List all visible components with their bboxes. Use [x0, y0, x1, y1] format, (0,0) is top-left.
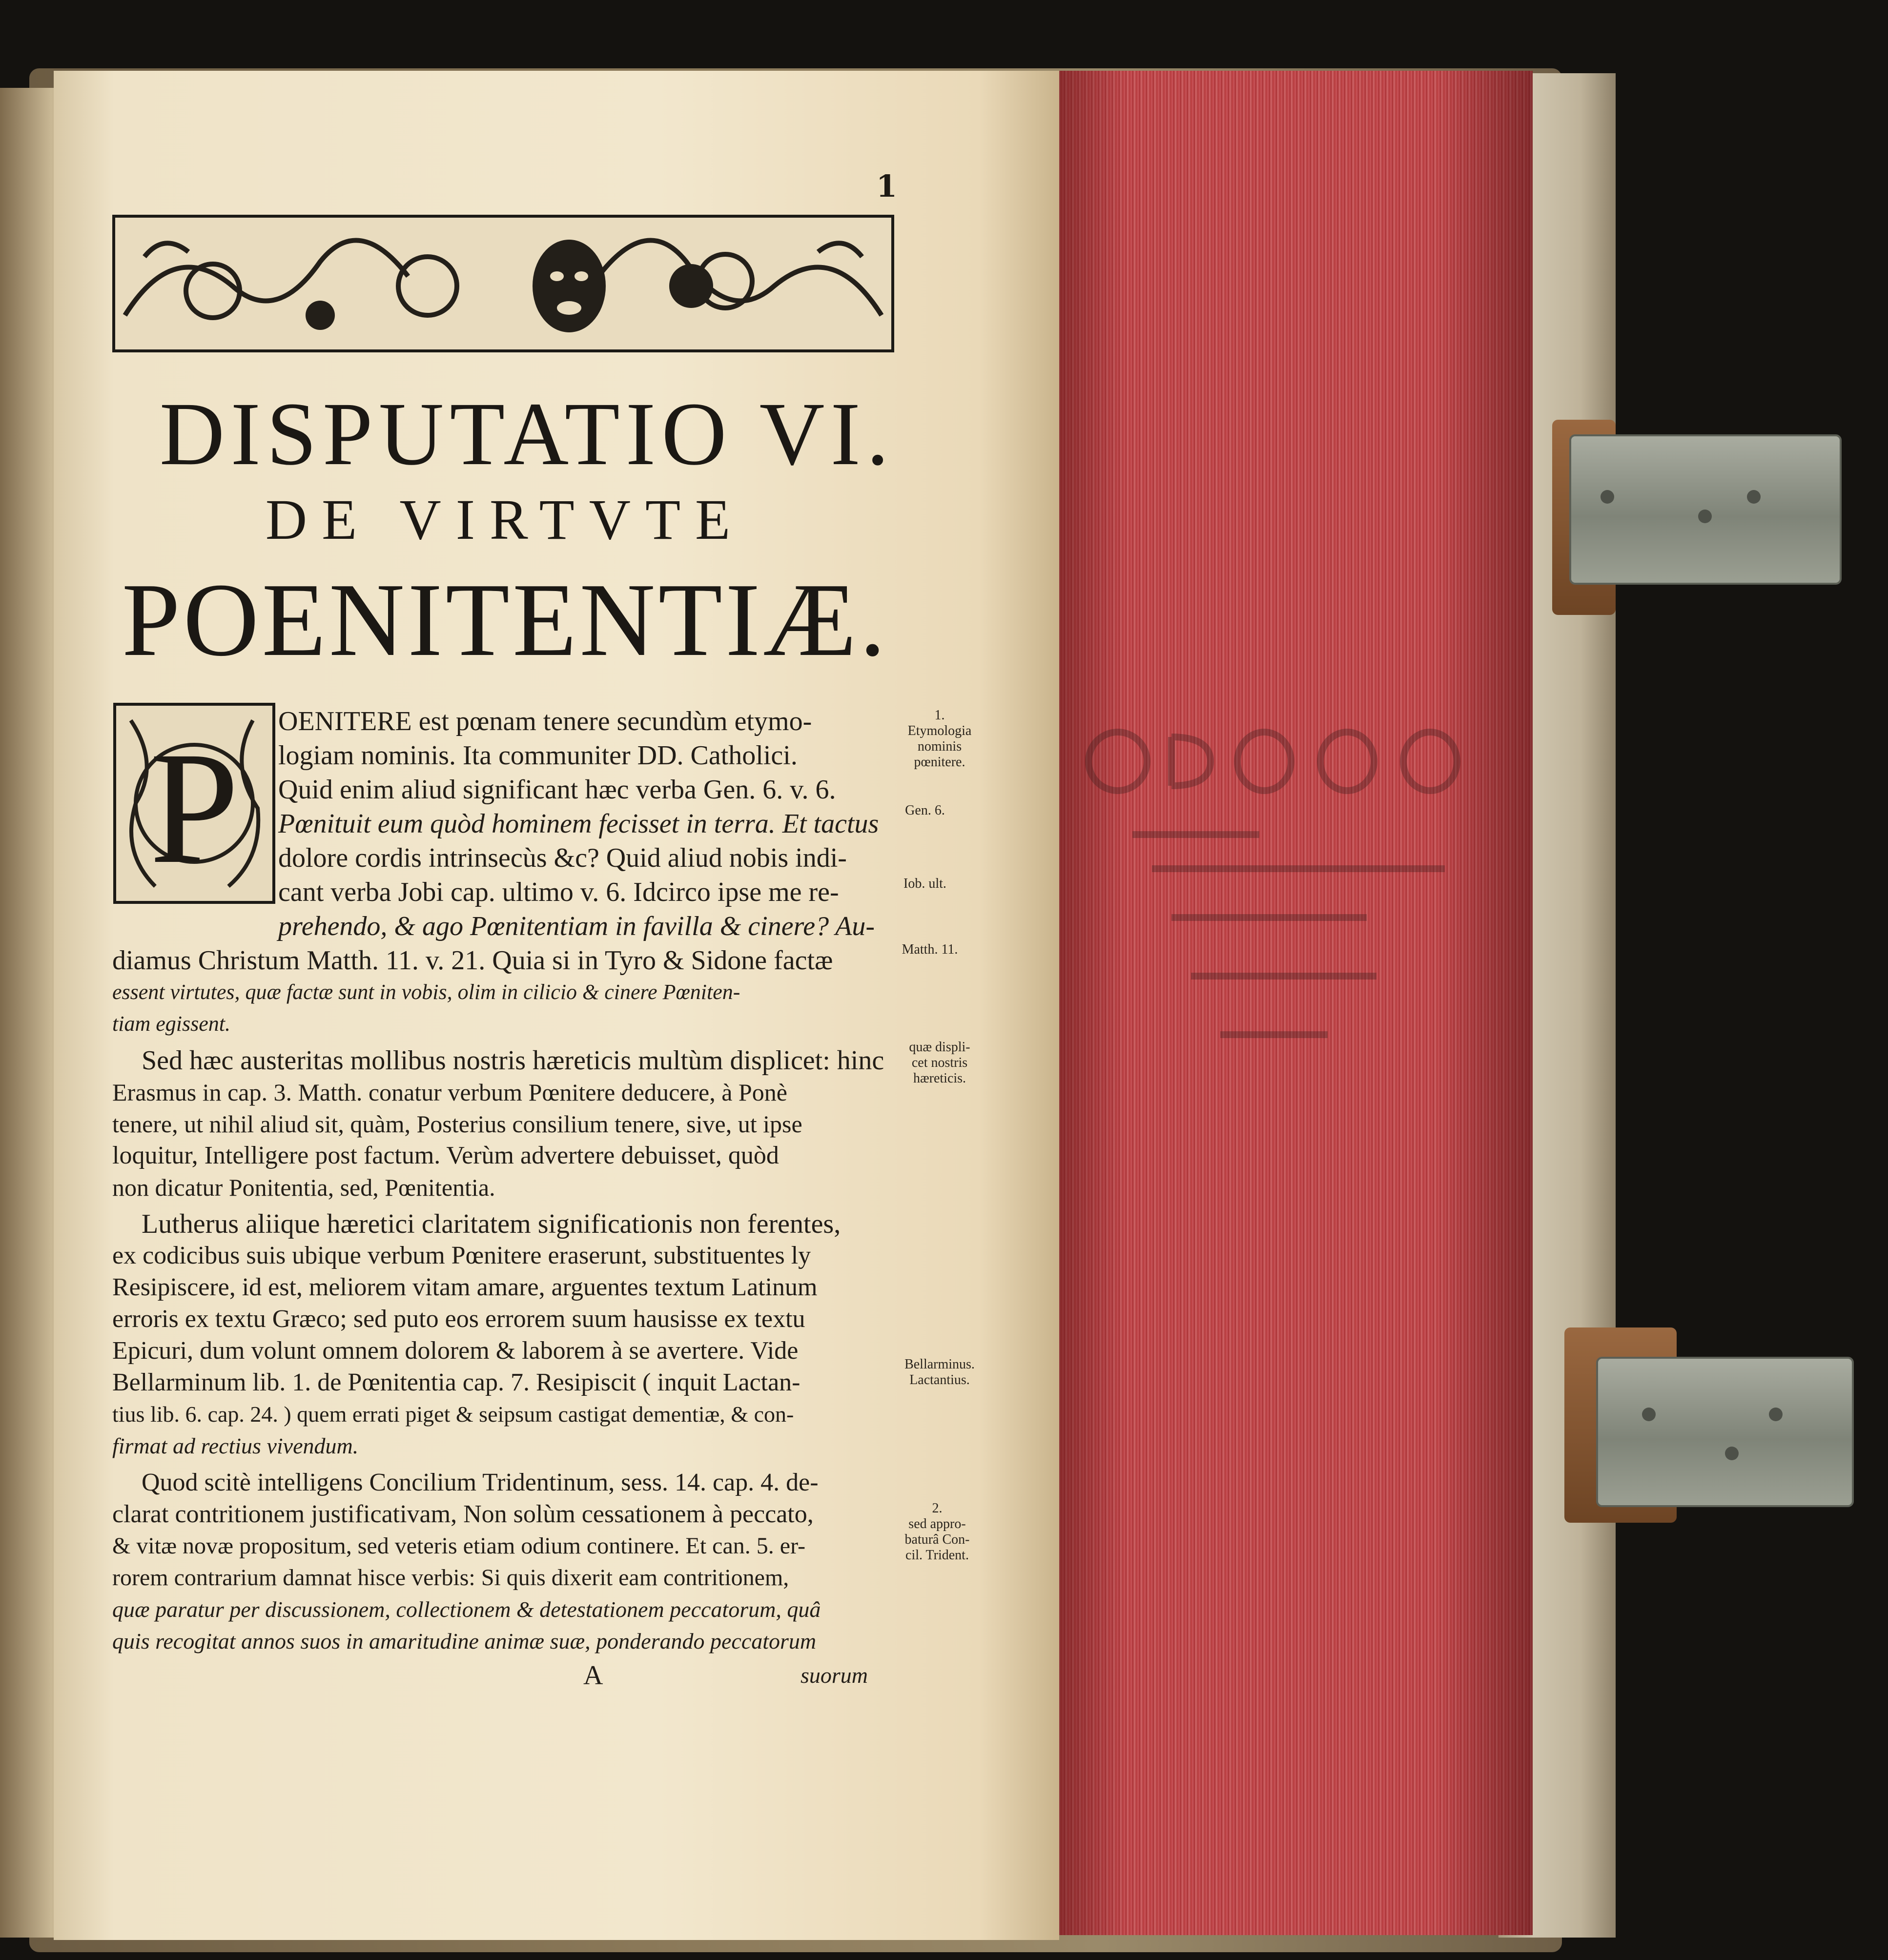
marginal-note: Gen. 6.: [905, 803, 945, 818]
text-line: Epicuri, dum volunt omnem dolorem & laborem à se avertere. Vide: [112, 1337, 799, 1365]
subtitle-de-virtute: DE VIRTVTE: [265, 488, 745, 551]
text-line: & vitæ novæ propositum, sed veteris etiam odium continere. Et can. 5. er-: [112, 1533, 806, 1559]
text-line: erroris ex textu Græco; sed puto eos errorem suum hausisse ex textu: [112, 1305, 805, 1333]
text-line: clarat contritionem justificativam, Non solùm cessationem à peccato,: [112, 1500, 814, 1528]
marginal-note: 2. sed appro- baturâ Con- cil. Trident.: [904, 1501, 970, 1563]
signature-mark: A: [583, 1660, 603, 1691]
text-line: loquitur, Intelligere post factum. Verùm advertere debuisset, quòd: [112, 1142, 779, 1169]
dropcap-letter: P: [149, 719, 239, 897]
clasp-rivet-icon: [1747, 490, 1761, 504]
lower-clasp[interactable]: [1596, 1357, 1854, 1507]
clasp-rivet-icon: [1642, 1408, 1656, 1421]
text-line: firmat ad rectius vivendum.: [112, 1433, 359, 1458]
marginal-note: quæ displi- cet nostris hæreticis.: [909, 1040, 970, 1086]
ornamental-headpiece: [112, 215, 894, 352]
text-line: tiam egissent.: [112, 1012, 230, 1036]
subtitle-poenitentiae: POENITENTIÆ.: [122, 561, 889, 678]
text-line: Quod scitè intelligens Concilium Tridentinum, sess. 14. cap. 4. de-: [142, 1469, 819, 1496]
clasp-rivet-icon: [1725, 1447, 1739, 1460]
text-line: Quid enim aliud significant hæc verba Gen. 6. v. 6.: [278, 775, 836, 805]
text-line: quis recogitat annos suos in amaritudine animæ suæ, ponderando peccatorum: [112, 1629, 817, 1654]
text-line: tius lib. 6. cap. 24. ) quem errati piget & seipsum castigat dementiæ, & con-: [112, 1402, 794, 1427]
text-line: rorem contrarium damnat hisce verbis: Si quis dixerit eam contritionem,: [112, 1565, 789, 1591]
text-line: diamus Christum Matth. 11. v. 21. Quia si in Tyro & Sidone factæ: [112, 945, 833, 976]
clasp-rivet-icon: [1769, 1408, 1783, 1421]
text-line: tenere, ut nihil aliud sit, quàm, Posterius consilium tenere, sive, ut ipse: [112, 1110, 802, 1138]
text-line: quæ paratur per discussionem, collectionem & detestationem peccatorum, quâ: [112, 1597, 821, 1622]
text-line: OENITERE est pœnam tenere secundùm etymo-: [278, 706, 812, 736]
catchword: suorum: [800, 1663, 868, 1688]
text-line: logiam nominis. Ita communiter DD. Catholici.: [278, 740, 798, 771]
marginal-note: Bellarminus. Lactantius.: [904, 1357, 975, 1388]
text-line: dolore cordis intrinsecùs &c? Quid aliud nobis indi-: [278, 843, 847, 873]
text-line: Bellarminum lib. 1. de Pœnitentia cap. 7. Resipiscit ( inquit Lactan-: [112, 1368, 800, 1396]
marginal-note: 1. Etymologia nominis pœnitere.: [907, 708, 972, 770]
text-line: Resipiscere, id est, meliorem vitam amare, arguentes textum Latinum: [112, 1273, 818, 1301]
disputation-title: DISPUTATIO VI.: [159, 384, 895, 484]
marginal-note: Matth. 11.: [902, 942, 958, 957]
text-line: ex codicibus suis ubique verbum Pœnitere eraserunt, substituentes ly: [112, 1242, 811, 1269]
text-line: Lutherus aliique hæretici claritatem significationis non ferentes,: [142, 1209, 841, 1239]
clasp-rivet-icon: [1698, 510, 1712, 523]
text-line: Pœnituit eum quòd hominem fecisset in terra. Et tactus: [278, 809, 879, 839]
ornamental-dropcap: [113, 703, 275, 904]
text-line: essent virtutes, quæ factæ sunt in vobis, olim in cilicio & cinere Pœniten-: [112, 980, 740, 1004]
text-line: Erasmus in cap. 3. Matth. conatur verbum Pœnitere deducere, à Ponè: [112, 1079, 787, 1106]
page-number: 1: [876, 168, 898, 204]
text-line: Sed hæc austeritas mollibus nostris hæreticis multùm displicet: hinc: [142, 1045, 884, 1076]
clasp-rivet-icon: [1601, 490, 1614, 504]
ownership-stamp: [1074, 722, 1474, 1083]
upper-clasp[interactable]: [1569, 434, 1842, 585]
text-line: non dicatur Ponitentia, sed, Pœnitentia.: [112, 1174, 495, 1201]
text-line: prehendo, & ago Pœnitentiam in favilla & cinere? Au-: [278, 911, 875, 941]
text-line: cant verba Jobi cap. ultimo v. 6. Idcirco ipse me re-: [278, 877, 839, 907]
marginal-note: Iob. ult.: [903, 876, 946, 891]
